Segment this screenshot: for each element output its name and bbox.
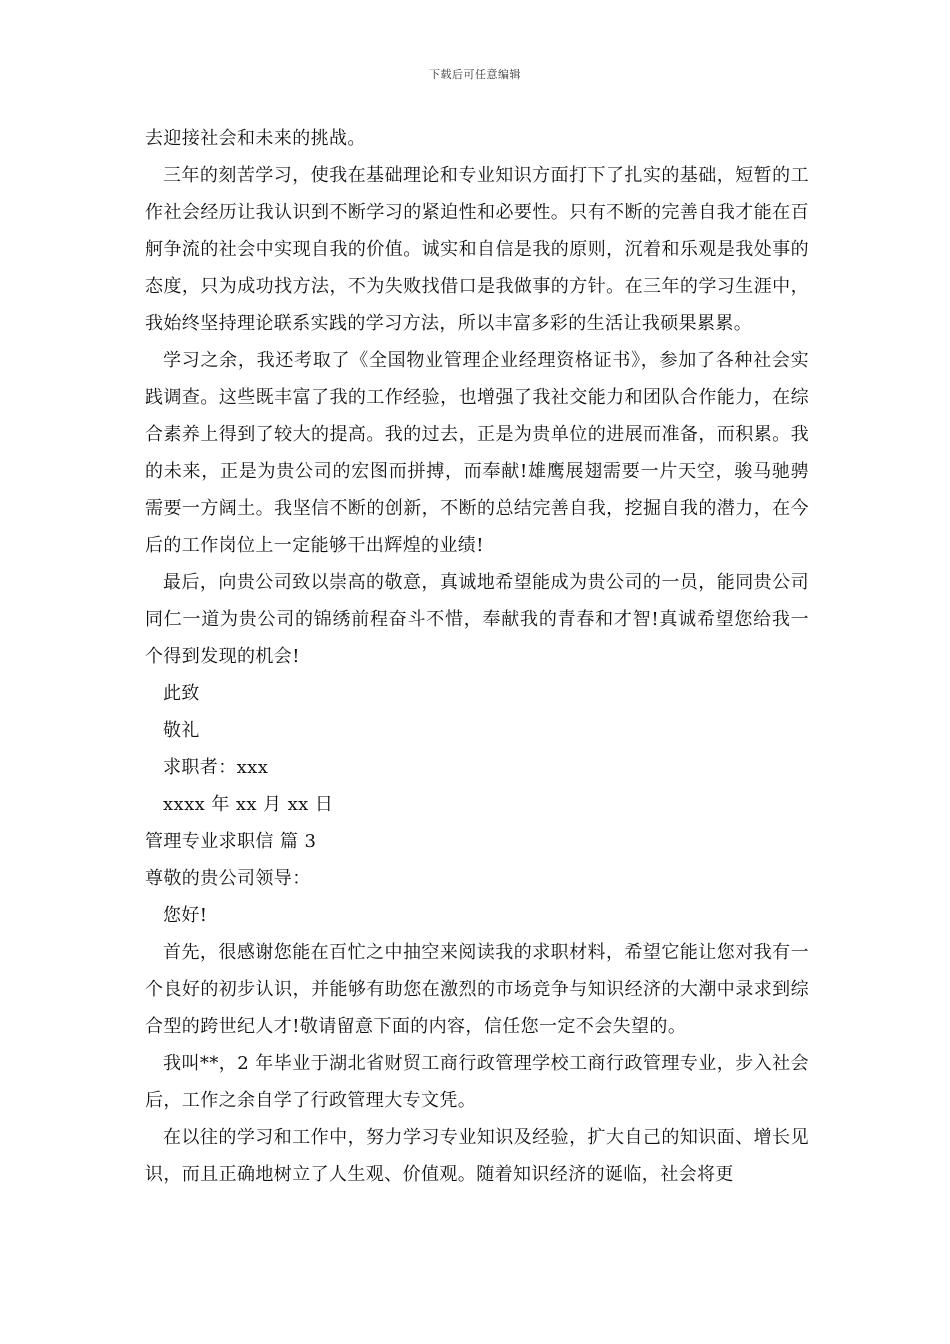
section-title: 管理专业求职信 篇 3 <box>145 831 317 852</box>
letter-hello: 您好! <box>163 905 208 926</box>
salutation-cizhi: 此致 <box>163 683 200 704</box>
paragraph-background: 我叫**，2 年毕业于湖北省财贸工商行政管理学校工商行政管理专业，步入社会后，工作之余自学了行政管理大专文凭。 <box>145 1053 809 1111</box>
letter-body <box>145 120 809 1193</box>
salutation-jingli: 敬礼 <box>163 720 200 741</box>
paragraph-study: 三年的刻苦学习，使我在基础理论和专业知识方面打下了扎实的基础，短暂的工作社会经历让我认识到不断学习的紧迫性和必要性。只有不断的完善自我才能在百舸争流的社会中实现自我的价值。诚实和自信是我的原则，沉着和乐观是我处事的态度，只为成功找方法，不为失败找借口是我做事的方针。在三年的学习生涯中，我始终坚持理论联系实践的学习方法，所以丰富多彩的生活让我硕果累累。 <box>145 165 809 334</box>
signature-date: xxxx 年 xx 月 xx 日 <box>163 794 334 815</box>
page-header-note: 下载后可任意编辑 <box>429 68 521 81</box>
signature-applicant: 求职者：xxx <box>163 757 269 778</box>
paragraph-closing: 最后，向贵公司致以崇高的敬意，真诚地希望能成为贵公司的一员，能同贵公司同仁一道为贵公司的锦绣前程奋斗不惜，奉献我的青春和才智!真诚希望您给我一个得到发现的机会! <box>145 572 809 667</box>
letter-greeting: 尊敬的贵公司领导： <box>145 868 311 889</box>
paragraph-continuation: 去迎接社会和未来的挑战。 <box>145 128 366 149</box>
paragraph-intro: 首先，很感谢您能在百忙之中抽空来阅读我的求职材料，希望它能让您对我有一个良好的初步认识，并能够有助您在激烈的市场竞争与知识经济的大潮中录求到综合型的跨世纪人才!敬请留意下面的内容，信任您一定不会失望的。 <box>145 942 809 1037</box>
paragraph-certificate: 学习之余，我还考取了《全国物业管理企业经理资格证书》，参加了各种社会实践调查。这些既丰富了我的工作经验，也增强了我社交能力和团队合作能力，在综合素养上得到了较大的提高。我的过去，正是为贵单位的进展而准备，而积累。我的未来，正是为贵公司的宏图而拼搏，而奉献!雄鹰展翅需要一片天空，骏马驰骋需要一方阔土。我坚信不断的创新，不断的总结完善自我，挖掘自我的潜力，在今后的工作岗位上一定能够干出辉煌的业绩! <box>145 350 809 556</box>
paragraph-experience: 在以往的学习和工作中，努力学习专业知识及经验，扩大自己的知识面、增长见识，而且正确地树立了人生观、价值观。随着知识经济的诞临，社会将更 <box>145 1127 809 1185</box>
